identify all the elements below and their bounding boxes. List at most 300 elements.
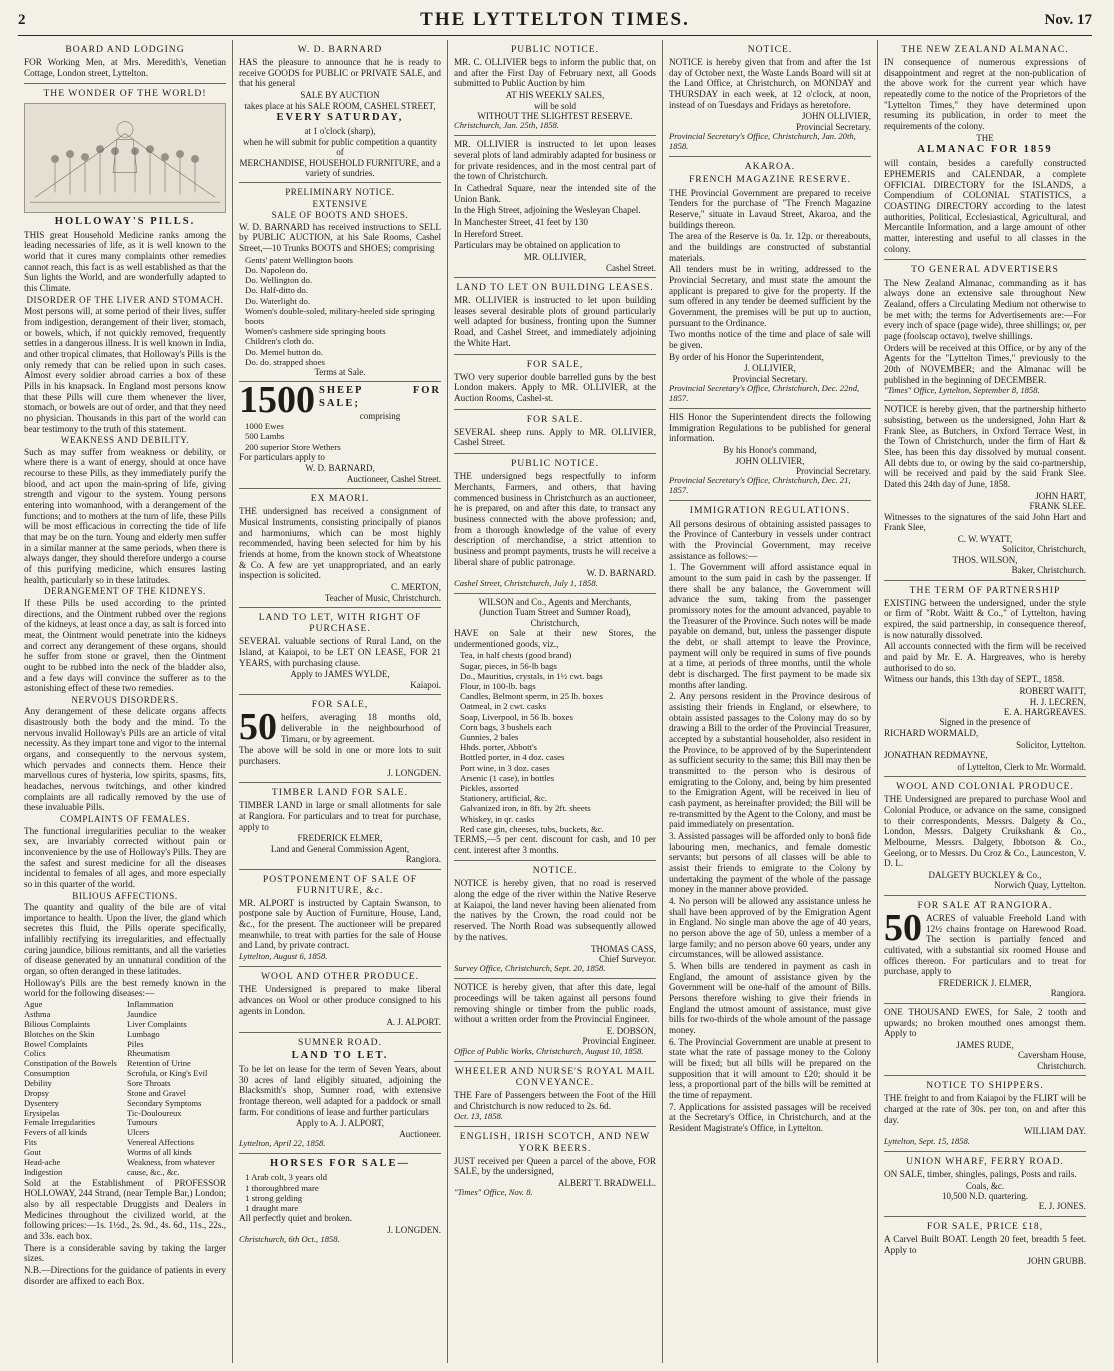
signature-role: Teacher of Music, Christchurch. xyxy=(324,592,441,603)
ad-body: THE freight to and from Kaiapoi by the FLIRT will be charged at the rate of 30s. per ton, on and after this day. xyxy=(884,1093,1086,1125)
list-item: Do. Half-ditto do. xyxy=(245,285,309,296)
ad-title: FOR SALE, PRICE £18, xyxy=(926,1220,1044,1232)
list-item: Arsenic (1 case), in bottles xyxy=(460,772,555,783)
ad-date: Oct. 13, 1858. xyxy=(454,1111,503,1122)
ad-title: LAND TO LET ON BUILDING LEASES. xyxy=(456,282,654,294)
ad-title: EX MAORI. xyxy=(310,493,370,505)
column-4 xyxy=(663,40,878,1363)
ad-line: when he will submit for public competition a quantity of xyxy=(243,136,437,158)
list-item: Scrofula, or King's Evil xyxy=(127,1068,208,1079)
ad-holloway xyxy=(24,84,226,1291)
ad-body: FOR Working Men, at Mrs. Meredith's, Venetian Cottage, London street, Lyttelton. xyxy=(24,57,226,78)
list-item: Bowel Complaints xyxy=(24,1038,88,1049)
disease-list-right xyxy=(127,1000,226,1177)
list-item: Ulcers xyxy=(127,1127,150,1138)
list-item: Debility xyxy=(24,1077,52,1088)
signature-place: Norwich Quay, Lyttelton. xyxy=(994,880,1086,891)
ad-body: W. D. BARNARD has received instructions to SELL by PUBLIC AUCTION, at his Sale Rooms, Cashel Street,—10 Trunks BOOTS and SHOES; comprising xyxy=(239,221,441,254)
ad-date: Provincial Secretary's Office, Christchurch, Dec. 21, 1857. xyxy=(669,475,851,496)
list-item: 1 thoroughbred mare xyxy=(245,1182,319,1193)
disease-list-left xyxy=(24,1000,123,1177)
ad-item: In the High Street, adjoining the Wesleyan Chapel. xyxy=(454,205,641,216)
signature: ROBERT WAITT, xyxy=(1019,686,1086,697)
wilson-goods-list xyxy=(454,650,656,834)
ad-body: THIS great Household Medicine ranks among the leading necessaries of life, as it is well known to the world that it cures many complaints other remedies cannot reach, this fact is as well established as that the Sun lights the World, and are wonderfully adapted to this Climate. xyxy=(24,229,226,294)
rule: 5. When bills are tendered in payment as cash in England, the amount of assistance given by the Government will be one-half of the amount of Bills. Persons therefore wishing to give their friends in England the utmost amount of assistance, must give bills for two-thirds of the whole amount of the passage money. xyxy=(669,961,871,1036)
list-item: Fevers of all kinds xyxy=(24,1127,88,1138)
ad-title: WOOL AND OTHER PRODUCE. xyxy=(260,971,420,983)
ad-body: For particulars apply to xyxy=(239,451,325,462)
signature: JOHN OLLIVIER, xyxy=(802,111,871,122)
ad-head: (Junction Tuam Street and Sumner Road), xyxy=(479,607,631,618)
big-number: 50 xyxy=(884,906,922,949)
ad-title: THE TERM OF PARTNERSHIP xyxy=(909,584,1061,596)
list-item: Corn bags, 3 bushels each xyxy=(460,721,552,732)
ad-body: NOTICE is hereby given, that no road is reserved along the edge of the river within the Native Reserve at Kaiapoi, the land never having been alienated from the natives by the Crown, the road could not be reserved. The North Road was subsequently allowed by the natives. xyxy=(454,878,656,942)
ad-ex-maori xyxy=(239,489,441,608)
list-item: Indigestion xyxy=(24,1166,63,1177)
ad-apply: Apply to JAMES WYLDE, xyxy=(290,669,390,680)
ad-boat xyxy=(884,1217,1086,1271)
ad-body: THE Provincial Government are prepared to receive Tenders for the purchase of "The French Magazine Reserve," situate in Lavaud Street, Akaroa, and the buildings thereon. xyxy=(669,187,871,230)
list-item: Red case gin, cheeses, tubs, buckets, &c. xyxy=(460,823,604,834)
list-item: Colics xyxy=(24,1048,46,1059)
ad-barnard xyxy=(239,40,441,183)
ad-waste-lands xyxy=(669,40,871,157)
section-body: Such as may suffer from weakness or debility, or where there is a want of energy, should at once have recourse to these Pills, as they immediately purify the blood, and act upon the main-spring of life, giving strength and vigour to the system. Young persons entering into womanhood, with a derangement of the functions; and to mothers at the turn of life, these Pills will be most efficacious in correcting the tide of life that may be on the turn. Young and elderly men suffer in a similar manner at the same periods, when there is always danger, they should therefore undergo a course of this purifying medicine, which ensures lasting health, particularly so in these latitudes. xyxy=(24,446,226,585)
page-number: 2 xyxy=(18,12,26,28)
list-item: Bilious Complaints xyxy=(24,1018,90,1029)
ad-body: SEVERAL valuable sections of Rural Land, on the Island, at Kaiapoi, to be LET ON LEASE, FOR 21 YEARS, with purchasing clause. xyxy=(239,636,441,668)
ad-akaroa xyxy=(669,157,871,409)
section-title: COMPLAINTS OF FEMALES. xyxy=(60,814,190,825)
signature: H. J. LECREN, xyxy=(1029,696,1086,707)
signature: THOMAS CASS, xyxy=(590,943,656,954)
ad-title: TIMBER LAND FOR SALE. xyxy=(271,787,409,799)
signature-role: Chief Surveyor. xyxy=(599,953,656,964)
ad-body: TIMBER LAND in large or small allotments for sale at Rangiora. For particulars and to treat for purchase, apply to xyxy=(239,800,441,832)
section-body: Most persons will, at some period of their lives, suffer from indigestion, derangement of their liver, stomach, or bowels, which, if not quickly removed, frequently settles in a dangerous illness. It is well known in India, and other tropical climates, that Holloway's Pills is the only remedy that can be relied upon in such cases. Almost every soldier abroad carries a box of these Pills in his knapsack. In England most persons know that these Pills will cure them whenever the liver, stomach, or bowels are out of order, and that they need no physician. Thousands in this part of the world can bear testimony to the truth of this statement. xyxy=(24,306,226,434)
list-item: 1 Arab colt, 3 years old xyxy=(245,1172,328,1183)
ad-date: Provincial Secretary's Office, Christchurch, Dec. 22nd, 1857. xyxy=(669,383,860,404)
ad-immigration xyxy=(669,501,871,1138)
list-item: Tic-Douloureux xyxy=(127,1107,182,1118)
witness-role: of Lyttelton, Clerk to Mr. Wormald. xyxy=(957,761,1086,772)
ad-superintendent xyxy=(669,409,871,501)
ad-beers xyxy=(454,1127,656,1202)
list-item: Jaundice xyxy=(127,1008,157,1019)
ad-apply: Apply to A. J. ALPORT, xyxy=(295,1118,385,1129)
ad-title: FOR SALE, xyxy=(526,358,584,370)
witness-role: Solicitor, Lyttelton. xyxy=(1016,739,1086,750)
ad-body: ACRES of valuable Freehold Land with 12½ chains frontage on Harewood Road. The section is partially fenced and cultivated, with a substantial six roomed House and offices thereon. For particulars and to treat for purchase, apply to xyxy=(884,912,1086,977)
list-item: Asthma xyxy=(24,1008,51,1019)
ad-body: NOTICE is hereby given that from and after the 1st day of October next, the Waste Lands Board will sit at the Land Office, at Christchurch, on MONDAY and THURSDAY in each week, at 12 o'clock, at noon, instead of on Tuesdays and Fridays as heretofore. xyxy=(669,57,871,110)
list-item: Tea, in half chests (good brand) xyxy=(460,650,572,661)
ad-title: SHEEP FOR SALE; xyxy=(319,385,441,409)
ad-title: UNION WHARF, FERRY ROAD. xyxy=(906,1155,1064,1167)
list-item: Candles, Belmont sperm, in 25 lb. boxes xyxy=(460,691,603,702)
list-item: Blotches on the Skin xyxy=(24,1028,95,1039)
list-item: Liver Complaints xyxy=(127,1018,187,1029)
ad-land-let xyxy=(239,608,441,695)
ad-terms: Terms at Sale. xyxy=(314,366,366,377)
signature: MR. OLLIVIER, xyxy=(523,252,587,263)
list-item: Sore Throats xyxy=(127,1077,171,1088)
list-item: Port wine, in 3 doz. cases xyxy=(460,762,550,773)
ad-union-wharf xyxy=(884,1152,1086,1217)
signature-role: Auctioneer, Cashel Street. xyxy=(346,473,441,484)
ad-sheep xyxy=(239,379,441,489)
boots-list xyxy=(239,255,441,367)
signature: J. OLLIVIER, xyxy=(744,363,796,374)
section-body: Any derangement of these delicate organs affects disastrously both the body and the mind. To the nervous invalid Holloway's Pills are an article of vital necessity. As they impart tone and vigor to the internal organs, and consequently to the nervous system, which pervades and connects them. Hence their marvellous cures of hysteria, low spirits, spasms, fits, headaches, nervous twitchings, and other kindred complaints are all radically removed by the use of these invaluable Pills. xyxy=(24,706,226,813)
ad-date: Christchurch, 6th Oct., 1858. xyxy=(239,1234,340,1245)
signature: J. LONGDEN. xyxy=(387,1224,441,1235)
list-item: Erysipelas xyxy=(24,1107,60,1118)
engraving-illustration xyxy=(24,103,226,213)
ad-line: Coals, &c. xyxy=(965,1180,1005,1191)
ad-line: takes place at his SALE ROOM, CASHEL STREET, xyxy=(244,100,436,111)
list-item: Sugar, pieces, in 56-lb bags xyxy=(460,660,557,671)
witness: THOS. WILSON, xyxy=(952,554,1018,565)
ad-item: In Cathedral Square, near the intended site of the Union Bank. xyxy=(454,183,656,204)
list-item: Do., Mauritius, crystals, in 1½ cwt. bags xyxy=(460,670,603,681)
list-item: Gents' patent Wellington boots xyxy=(245,254,353,265)
signature: WILLIAM DAY. xyxy=(1024,1126,1086,1137)
list-item: Gunnies, 2 bales xyxy=(460,731,519,742)
list-item: Pickles, assorted xyxy=(460,782,519,793)
ad-date: Office of Public Works, Christchurch, August 10, 1858. xyxy=(454,1045,644,1056)
section-title: BILIOUS AFFECTIONS. xyxy=(72,890,178,901)
section-body: The quantity and quality of the bile are of vital importance to health. Upon the liver, the gland which secretes this fluid, the Pills operate specifically, infallibly rectifying its irregularities, and effectually curing jaundice, bilious remittants, and all the varieties of disease generated by an unnatural condition of the organ, so often deranged in these latitudes. xyxy=(24,902,226,977)
ad-body: Two months notice of the time and place of sale will be given. xyxy=(669,329,871,350)
ad-body: NOTICE is hereby given, that after this date, legal proceedings will be taken against all persons found removing shingle or timber from the public roads, without a written order from the Provincial Engineer. xyxy=(454,982,656,1025)
ad-title: ENGLISH, IRISH SCOTCH, AND NEW YORK BEERS. xyxy=(459,1131,651,1154)
ad-title: THE WONDER OF THE WORLD! xyxy=(43,88,207,100)
ad-title: ALMANAC FOR 1859 xyxy=(917,144,1053,156)
ad-apply: Particulars may be obtained on application to xyxy=(454,240,621,251)
signature: E. DOBSON, xyxy=(606,1026,656,1037)
ad-footer: Sold at the Establishment of PROFESSOR HOLLOWAY, 244 Strand, (near Temple Bar,) London; also by all respectable Druggists and Dealers in Medicines throughout the civilized world, at the following prices:—1s. 1½d., 2s. 9d., 4s. 6d., 11s., 22s., and 33s. each box. xyxy=(24,1177,226,1241)
signature: JAMES RUDE, xyxy=(956,1039,1014,1050)
list-item: Soap, Liverpool, in 56 lb. boxes xyxy=(460,711,573,722)
ad-title: EXTENSIVE xyxy=(312,198,368,209)
ad-date: Cashel Street, Christchurch, July 1, 1858. xyxy=(454,577,598,588)
big-number: 50 xyxy=(239,706,277,749)
section-title: NERVOUS DISORDERS. xyxy=(71,694,179,705)
sheep-list xyxy=(239,421,441,452)
signature-place: Rangiora. xyxy=(1050,988,1086,999)
ad-body: MR. OLLIVIER is instructed to let upon leases several plots of land admirably adapted for business or for private residences, and in the most central part of the town of Christchurch. xyxy=(454,139,656,182)
ad-note: There is a considerable saving by taking the larger sizes. xyxy=(24,1242,226,1264)
rule: 1. The Government will afford assistance equal in amount to the sum paid in cash by the passenger. If there shall be any balance, the Government will advance the sum, taking from the passenger promissory notes for the amount advanced, payable to the Treasurer of the Province. Such notes will be made payable on demand, but, unless the passenger dispute the debt, or shall attempt to leave the Province, payment will only be required in sums of five pounds at a time, at periods of three months, until the whole debt is discharged. The first payment to be made six months after landing. xyxy=(669,562,871,690)
list-item: Women's double-soled, military-heeled side springing boots xyxy=(245,305,435,326)
signature-place: Rangiora. xyxy=(405,854,441,865)
list-item: Galvanized iron, in 8ft. by 2ft. sheets xyxy=(460,803,591,814)
list-item: 200 superior Store Wethers xyxy=(245,441,341,452)
ad-head: Christchurch, xyxy=(530,617,580,628)
ad-plots xyxy=(454,136,656,278)
ad-title: PUBLIC NOTICE. xyxy=(510,458,600,470)
ad-line: EVERY SATURDAY, xyxy=(276,112,404,124)
ad-date: Lyttelton, Sept. 15, 1858. xyxy=(884,1135,970,1146)
list-item: Gout xyxy=(24,1146,41,1157)
list-item: Lumbago xyxy=(127,1028,160,1039)
list-item: Flour, in 100-lb. bags xyxy=(460,680,536,691)
ad-hart-slee xyxy=(884,401,1086,580)
ad-postponement xyxy=(239,870,441,968)
rule: 6. The Provincial Government are unable at present to state what the rate of passage money to the Colony will be fixed; but all bills will be prepared on the supposition that it will amount to £20; should it be less, a proportional part of the bills will be remitted at the time of repayment. xyxy=(669,1036,871,1101)
witness-role: Solicitor, Christchurch, xyxy=(1002,544,1086,555)
ad-body: To be let on lease for the term of Seven Years, about 30 acres of land eligibly situated, adjoining the Blacksmith's shop, Sumner road, with extensive frontage thereon, well adapted for a paddock or small farm. For conditions of lease and further particulars xyxy=(239,1063,441,1117)
ad-sub: comprising xyxy=(359,410,401,421)
ad-body: MR. OLLIVIER is instructed to let upon building leases several desirable plots of ground particularly well adapted for business, fronting upon the Sumner Road, and Cashel Street, and immediately adjoining the White Hart. xyxy=(454,295,656,348)
ad-title: SALE OF BOOTS AND SHOES. xyxy=(271,210,409,221)
ad-line: By his Honor's command, xyxy=(723,445,817,456)
signature: FRANK SLEE. xyxy=(1029,501,1086,512)
ad-date: Lyttelton, August 6, 1858. xyxy=(239,951,328,962)
list-item: Stone and Gravel xyxy=(127,1087,187,1098)
ad-title: PRELIMINARY NOTICE. xyxy=(285,187,395,198)
columns xyxy=(18,40,1092,1363)
ad-terms: TERMS,—5 per cent. discount for cash, and 10 per cent. interest after 3 months. xyxy=(454,834,656,855)
list-item: Oatmeal, in 2 cwt. casks xyxy=(460,701,546,712)
rule: 2. Any persons resident in the Province desirous of assisting their friends in England, or elsewhere, to obtain assisted passages to the Colony may do so by drawing a Bill to the order of the Provincial Treasurer, accepted by a substantial householder, also resident in the Province, to be approved of by the Superintendent as sufficient security to the same; this Bill may then be transmitted to the person who is desirous of emigrating to the Colony, and, being by him presented to the Emigration Agent, will be received in lieu of cash payment, as hereinafter provided; the Bill will be re-transmitted by the Agent to the Colony, and must be paid immediately on presentation. xyxy=(669,691,871,830)
list-item: Consumption xyxy=(24,1068,70,1079)
column-5 xyxy=(878,40,1092,1363)
ad-public-notice xyxy=(454,40,656,136)
ad-body: THE Undersigned is prepared to make liberal advances on Wool or other produce consigned to his agents in London. xyxy=(239,984,441,1016)
ad-barnard-notice xyxy=(454,454,656,594)
list-item: Worms of all kinds xyxy=(127,1146,192,1157)
signature-role: Provincial Engineer. xyxy=(582,1036,656,1047)
ad-title: HOLLOWAY'S PILLS. xyxy=(54,215,196,227)
list-item: 1 strong gelding xyxy=(245,1192,303,1203)
ad-line: THE xyxy=(976,132,994,143)
column-2 xyxy=(233,40,448,1363)
list-item: Whiskey, in qr. casks xyxy=(460,813,535,824)
list-item: Do. Napoleon do. xyxy=(245,264,308,275)
signature-role: Land and General Commission Agent, xyxy=(270,843,410,854)
signature-place: Caversham House, xyxy=(1018,1050,1086,1061)
list-item: Weakness, from whatever cause, &c., &c. xyxy=(127,1156,215,1177)
ad-partnership xyxy=(884,581,1086,777)
list-item: Stationery, artificial, &c. xyxy=(460,793,548,804)
ad-title: FOR SALE AT RANGIORA. xyxy=(917,899,1053,911)
ad-title: FRENCH MAGAZINE RESERVE. xyxy=(688,174,852,186)
list-item: Secondary Symptoms xyxy=(127,1097,202,1108)
ad-body: Witness our hands, this 13th day of SEPT., 1858. xyxy=(884,674,1065,685)
ad-body: All persons desirous of obtaining assisted passages to the Province of Canterbury in vessels under contract with the Provincial Government, may receive assistance as follows:— xyxy=(669,518,871,561)
ad-date: Survey Office, Christchurch, Sept. 20, 1858. xyxy=(454,963,606,974)
list-item: 500 Lambs xyxy=(245,431,285,442)
ad-title: TO GENERAL ADVERTISERS xyxy=(911,264,1059,276)
signature: FREDERICK ELMER, xyxy=(297,833,383,844)
rule: 3. Assisted passages will be afforded only to bonâ fide labouring men, mechanics, and female domestic servants; but persons of all classes will be able to assist their friends to emigrate to the Colony by undertaking the payment of the whole of the passage money in the manner above provided. xyxy=(669,830,871,895)
signature: W. D. BARNARD. xyxy=(586,568,656,579)
signature-role: Auctioneer. xyxy=(399,1128,441,1139)
ad-title: LAND TO LET, WITH RIGHT OF PURCHASE. xyxy=(258,612,422,635)
ad-title: BOARD AND LODGING xyxy=(65,44,185,55)
column-1 xyxy=(18,40,233,1363)
signature-role: Provincial Secretary. xyxy=(732,373,808,384)
ad-advertisers xyxy=(884,260,1086,401)
witness-line: Witnesses to the signatures of the said John Hart and Frank Slee, xyxy=(884,511,1086,533)
ad-body: MR. ALPORT is instructed by Captain Swanson, to postpone sale by Auction of Furniture, House, Land, &c., for the present. The auctioneer will be prepared meanwhile, to treat with parties for the sale of House and Land, by private contract. xyxy=(239,897,441,951)
ad-body: All perfectly quiet and broken. xyxy=(239,1213,353,1224)
ad-body: THE Undersigned are prepared to purchase Wool and Colonial Produce, or advance on the same, consigned to their correspondents, Messrs. Dalgety & Co., London, Messrs. Dalgety Cruikshank & Co., Melbourne, Messrs. Dalgety, Ibbotson & Co., Geelong, or to Messrs. Du Croz & Co., Launceston, V. D. L. xyxy=(884,794,1086,869)
witness: C. W. WYATT, xyxy=(957,533,1013,544)
ad-guns xyxy=(454,355,656,410)
ad-title: PUBLIC NOTICE. xyxy=(510,44,600,55)
list-item: Constipation of the Bowels xyxy=(24,1058,117,1069)
ad-line: will be sold xyxy=(534,100,576,111)
ad-title: HORSES FOR SALE— xyxy=(270,1158,410,1170)
column-3 xyxy=(448,40,663,1363)
ad-sheep-runs xyxy=(454,410,656,454)
list-item: Women's cashmere side springing boots xyxy=(245,326,386,337)
ad-title: AKAROA. xyxy=(744,161,796,173)
list-item: Do. Memel button do. xyxy=(245,346,323,357)
list-item: Inflammation xyxy=(127,999,174,1010)
ad-body: THE Fare of Passengers between the Foot of the Hill and Christchurch is now reduced to 2s. 6d. xyxy=(454,1090,656,1111)
signature: DALGETY BUCKLEY & Co., xyxy=(928,869,1042,880)
section-title: WEAKNESS AND DEBILITY. xyxy=(60,435,190,446)
signature: FREDERICK J. ELMER, xyxy=(938,977,1032,988)
ad-body: SEVERAL sheep runs. Apply to MR. OLLIVIER, Cashel Street. xyxy=(454,426,656,448)
ad-almanac xyxy=(884,40,1086,260)
big-number: 1500 xyxy=(239,379,315,422)
signature: C. MERTON, xyxy=(390,582,441,593)
ad-body: HIS Honor the Superintendent directs the following Immigration Regulations to be published for general information. xyxy=(669,412,871,444)
ad-body: THE undersigned begs respectfully to inform Merchants, Farmers, and others, that having commenced business in Christchurch as an auctioneer, he is prepared, on and after this date, to transact any business connected with the above profession; and, from a thorough knowledge of the value of every description of merchandise, a strict attention to business and prompt payments, trusts he will receive a liberal share of public patronage. xyxy=(454,471,656,567)
list-item: Tumours xyxy=(127,1117,158,1128)
section-title: DISORDER OF THE LIVER AND STOMACH. xyxy=(26,294,224,305)
ad-body: IN consequence of numerous expressions of disappointment and regret at the non-publication of the above work for the current year which have repeatedly come to the notice of the Proprietors of the "Lyttelton Times," they have determined upon resuming its publication, in order to meet the requirements of the colony. xyxy=(884,57,1086,132)
ad-title: LAND TO LET. xyxy=(291,1049,389,1061)
ad-title: FOR SALE. xyxy=(526,413,584,425)
list-item: 1000 Ewes xyxy=(245,421,284,432)
ad-body: will contain, besides a carefully constructed EPHEMERIS and CALENDAR, a complete OFFICIAL DIRECTORY for the ISLANDS, a Compendium of COLONIAL STATISTICS, a COASTING DIRECTORY according to the latest authorities, Political, Ecclesiastical, Agricultural, and Mercantile Information, and a large amount of other matter, interesting and useful to all classes in the colony. xyxy=(884,158,1086,254)
ad-body: heifers, averaging 18 months old, deliverable in the neighbourhood of Timaru, or by agreement. xyxy=(281,712,441,744)
ad-horses xyxy=(239,1154,441,1249)
signature: W. D. BARNARD, xyxy=(305,463,375,474)
ad-body: Orders will be received at this Office, or by any of the Agents for the "Lyttelton Times," previously to the 20th of NOVEMBER; and the Almanac will be published in the beginning of DECEMBER. xyxy=(884,342,1086,385)
ad-line: SALE BY AUCTION xyxy=(300,90,380,101)
ad-note: N.B.—Directions for the guidance of patients in every disorder are affixed to each Box. xyxy=(24,1264,226,1286)
signature: J. LONGDEN. xyxy=(387,767,441,778)
ad-body: ONE THOUSAND EWES, for Sale, 2 tooth and upwards; no broken mouthed ones amongst them. Apply to xyxy=(884,1006,1086,1039)
ad-body: The above will be sold in one or more lots to suit purchasers. xyxy=(239,745,441,766)
ad-body: TWO very superior double barrelled guns by the best London makers. Apply to MR. OLLIVIER, at the Auction Rooms, Cashel-st. xyxy=(454,371,656,403)
ad-body: A Carvel Built BOAT. Length 20 feet, breadth 5 feet. Apply to xyxy=(884,1233,1086,1255)
ad-body: HAVE on Sale at their new Stores, the undermentioned goods, viz., xyxy=(454,628,656,649)
signature: E. A. HARGREAVES. xyxy=(1003,707,1086,718)
ad-body: All accounts connected with the firm will be received and paid by Mr. E. A. Hargreaves, who is hereby authorised to do so. xyxy=(884,641,1086,673)
ad-line: 10,500 N.D. quartering. xyxy=(942,1190,1028,1201)
rule: 4. No person will be allowed any assistance unless he shall have been approved of by the Emigration Agent in England. No single man above the age of 40 years, no person above the age of 50, unless a member of a large family; and no person above 60 years, under any circumstances, will be allowed assistance. xyxy=(669,896,871,960)
issue-date: Nov. 17 xyxy=(1044,12,1092,28)
ad-body: MR. C. OLLIVIER begs to inform the public that, on and after the First Day of February next, all Goods submitted to Public Auction by him xyxy=(454,57,656,89)
section-body: If these Pills be used according to the printed directions, and the Ointment rubbed over the regions of the kidneys, at least once a day, as salt is forced into meat, the Ointment would penetrate into the kidneys and correct any derangement of these organs, should he suffer from stone or gravel, then the Ointment ought to be rubbed into the neck of the bladder also, and a few days will convince the sufferer as to the astonishing effect of these two remedies. xyxy=(24,597,226,694)
ad-sumner xyxy=(239,1033,441,1155)
ad-item: In Hereford Street. xyxy=(454,228,524,239)
ad-ewes xyxy=(884,1004,1086,1076)
witness-role: Baker, Christchurch. xyxy=(1011,565,1086,576)
ad-title: POSTPONEMENT OF SALE OF FURNITURE, &c. xyxy=(262,873,418,896)
ad-line: WITHOUT THE SLIGHTEST RESERVE. xyxy=(477,111,633,122)
witness: RICHARD WORMALD, xyxy=(884,727,979,738)
list-item: Children's cloth do. xyxy=(245,336,314,347)
section-body: The functional irregularities peculiar to the weaker sex, are invariably corrected without pain or inconvenience by the use of Holloway's Pills. They are the safest and surest medicine for all the diseases incidental to females of all ages, and more especially so in this quarter of the world. xyxy=(24,825,226,889)
ad-shippers xyxy=(884,1076,1086,1152)
ad-date: "Times" Office, Lyttelton, September 8, 1858. xyxy=(884,385,1040,396)
masthead xyxy=(18,6,1092,36)
ad-line: MERCHANDISE, HOUSEHOLD FURNITURE, and a variety of sundries. xyxy=(239,157,441,178)
section-title: DERANGEMENT OF THE KIDNEYS. xyxy=(44,586,206,597)
ad-rangiora xyxy=(884,896,1086,1004)
list-item: 1 draught mare xyxy=(245,1202,299,1213)
ad-title: IMMIGRATION REGULATIONS. xyxy=(689,505,851,517)
list-item: Retention of Urine xyxy=(127,1058,191,1069)
ad-date: Lyttelton, April 22, 1858. xyxy=(239,1138,326,1149)
ad-title: NOTICE. xyxy=(747,44,793,55)
ad-title: WHEELER AND NURSE'S ROYAL MAIL CONVEYANCE. xyxy=(454,1065,656,1088)
ad-colonial-produce xyxy=(884,777,1086,896)
rule: 7. Applications for assisted passages will be received at the Secretary's Office, in Christchurch, and at the Resident Magistrate's Office, in Lyttelton. xyxy=(669,1101,871,1134)
signature-place: Christchurch. xyxy=(1037,1060,1086,1071)
list-item: Dysentery xyxy=(24,1097,59,1108)
ad-native-reserve xyxy=(454,861,656,979)
ad-title: W. D. BARNARD xyxy=(297,44,383,55)
ad-heifers xyxy=(239,695,441,783)
ad-body: THE undersigned has received a consignment of Musical Instruments, consisting principally of pianos and harmoniums, which can be most highly recommended, having been selected for him by his friends at home, from the known stock of Wheatstone & Co. A few are yet unappropriated, and an early inspection is solicited. xyxy=(239,506,441,581)
list-item: Ague xyxy=(24,999,43,1010)
ad-boots xyxy=(239,183,441,382)
ad-building-leases xyxy=(454,278,656,354)
ad-royal-mail xyxy=(454,1062,656,1128)
ad-title: WOOL AND COLONIAL PRODUCE. xyxy=(896,781,1074,793)
list-item: Dropsy xyxy=(24,1087,50,1098)
disease-list xyxy=(24,1000,226,1177)
list-item: Female Irregularities xyxy=(24,1117,96,1128)
newspaper-title: THE LYTTELTON TIMES. xyxy=(420,9,690,30)
signature: A. J. ALPORT. xyxy=(386,1017,441,1028)
ad-title: SUMNER ROAD. xyxy=(298,1036,382,1048)
ad-item: In Manchester Street, 41 feet by 130 xyxy=(454,217,588,228)
ad-wilson xyxy=(454,594,656,862)
horses-list xyxy=(239,1172,441,1213)
witness: JONATHAN REDMAYNE, xyxy=(884,750,988,760)
ad-title: NOTICE. xyxy=(532,865,578,877)
signature: E. J. JONES. xyxy=(1038,1201,1086,1212)
list-item: Fits xyxy=(24,1137,37,1148)
list-item: Piles xyxy=(127,1038,144,1049)
signature: ALBERT T. BRADWELL. xyxy=(558,1178,656,1189)
ad-body: All tenders must be in writing, addressed to the Provincial Secretary, and must state the amount the applicant is prepared to give for the property. If the sum offered in any tender be deemed sufficient by the Government, the premises will be put up to auction, pursuant to the Ordinance. xyxy=(669,264,871,328)
signature-place: Cashel Street. xyxy=(606,262,656,273)
ad-wool xyxy=(239,967,441,1033)
ad-title: THE NEW ZEALAND ALMANAC. xyxy=(901,44,1069,55)
list-item: Rheumatism xyxy=(127,1048,170,1059)
signature: JOHN OLLIVIER, xyxy=(735,455,805,466)
ad-title: FOR SALE, xyxy=(311,699,369,711)
ad-board-lodging xyxy=(24,40,226,84)
ad-body: HAS the pleasure to announce that he is ready to receive GOODS for PUBLIC or PRIVATE SALE, and that his general xyxy=(239,57,441,89)
ad-line: AT HIS WEEKLY SALES, xyxy=(505,90,605,101)
ad-line: at 1 o'clock (sharp), xyxy=(304,126,376,137)
